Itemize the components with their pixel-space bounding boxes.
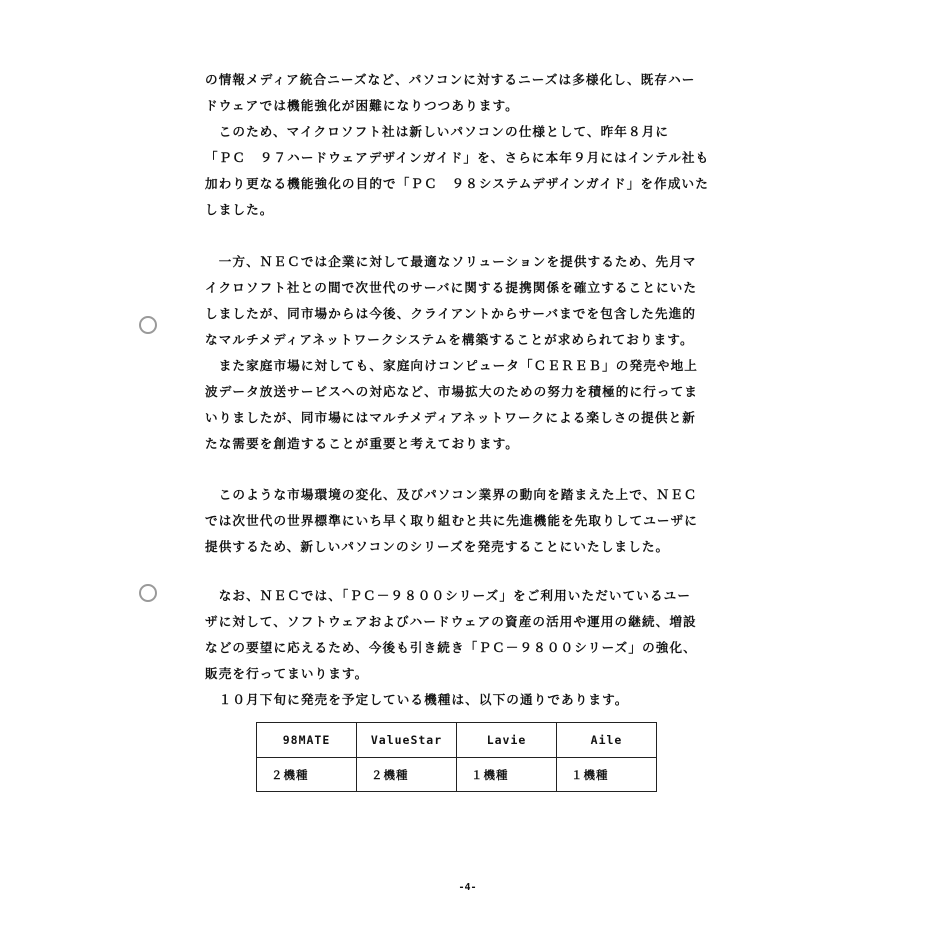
table-header-cell: Lavie xyxy=(457,723,557,758)
body-text-line: 「ＰＣ ９７ハードウェアデザインガイド」を、さらに本年９月にはインテル社も xyxy=(205,150,710,165)
body-text-line: 提供するため、新しいパソコンのシリーズを発売することにいたしました。 xyxy=(205,539,670,554)
body-text-line: なお、ＮＥＣでは、「ＰＣ－９８００シリーズ」をご利用いただいているユー xyxy=(205,588,692,603)
body-text-line: １０月下旬に発売を予定している機種は、以下の通りであります。 xyxy=(205,692,629,707)
body-text-line: たな需要を創造することが重要と考えております。 xyxy=(205,436,519,451)
body-text-line: ザに対して、ソフトウェアおよびハードウェアの資産の活用や運用の継続、増設 xyxy=(205,614,697,629)
body-text-line: 加わり更なる機能強化の目的で「ＰＣ ９８システムデザインガイド」を作成いた xyxy=(205,176,709,191)
table-header-cell: 98MATE xyxy=(257,723,357,758)
body-text-line: また家庭市場に対しても、家庭向けコンピュータ「ＣＥＲＥＢ」の発売や地上 xyxy=(205,358,698,373)
body-text-line: いりましたが、同市場にはマルチメディアネットワークによる楽しさの提供と新 xyxy=(205,410,696,425)
table-row xyxy=(257,758,657,792)
body-text-line: 販売を行ってまいります。 xyxy=(205,666,369,681)
body-text-line: の情報メディア統合ニーズなど、パソコンに対するニーズは多様化し、既存ハー xyxy=(205,72,696,87)
punch-hole-mark xyxy=(139,316,157,334)
body-text-line: このような市場環境の変化、及びパソコン業界の動向を踏まえた上で、ＮＥＣ xyxy=(205,487,698,502)
body-text-line: では次世代の世界標準にいち早く取り組むと共に先進機能を先取りしてユーザに xyxy=(205,513,698,528)
body-text-line: しました。 xyxy=(205,202,274,217)
table-header-row xyxy=(257,723,657,758)
body-text-line: 波データ放送サービスへの対応など、市場拡大のための努力を積極的に行ってま xyxy=(205,384,698,399)
body-text-line: イクロソフト社との間で次世代のサーバに関する提携関係を確立することにいた xyxy=(205,280,698,295)
model-table xyxy=(256,722,657,792)
table-header-cell: ValueStar xyxy=(357,723,457,758)
table-cell: ２機種 xyxy=(257,758,357,792)
table-header-cell: Aile xyxy=(557,723,657,758)
body-text-line: 一方、ＮＥＣでは企業に対して最適なソリューションを提供するため、先月マ xyxy=(205,254,697,269)
page-number: -4- xyxy=(458,882,477,893)
body-text-line: などの要望に応えるため、今後も引き続き「ＰＣ－９８００シリーズ」の強化、 xyxy=(205,640,697,655)
table-cell: １機種 xyxy=(557,758,657,792)
body-text-line: しましたが、同市場からは今後、クライアントからサーバまでを包含した先進的 xyxy=(205,306,697,321)
table-cell: １機種 xyxy=(457,758,557,792)
body-text-line: ドウェアでは機能強化が困難になりつつあります。 xyxy=(205,98,519,113)
table-cell: ２機種 xyxy=(357,758,457,792)
body-text-line: このため、マイクロソフト社は新しいパソコンの仕様として、昨年８月に xyxy=(205,124,670,139)
body-text-line: なマルチメディアネットワークシステムを構築することが求められております。 xyxy=(205,332,694,347)
punch-hole-mark xyxy=(139,584,157,602)
